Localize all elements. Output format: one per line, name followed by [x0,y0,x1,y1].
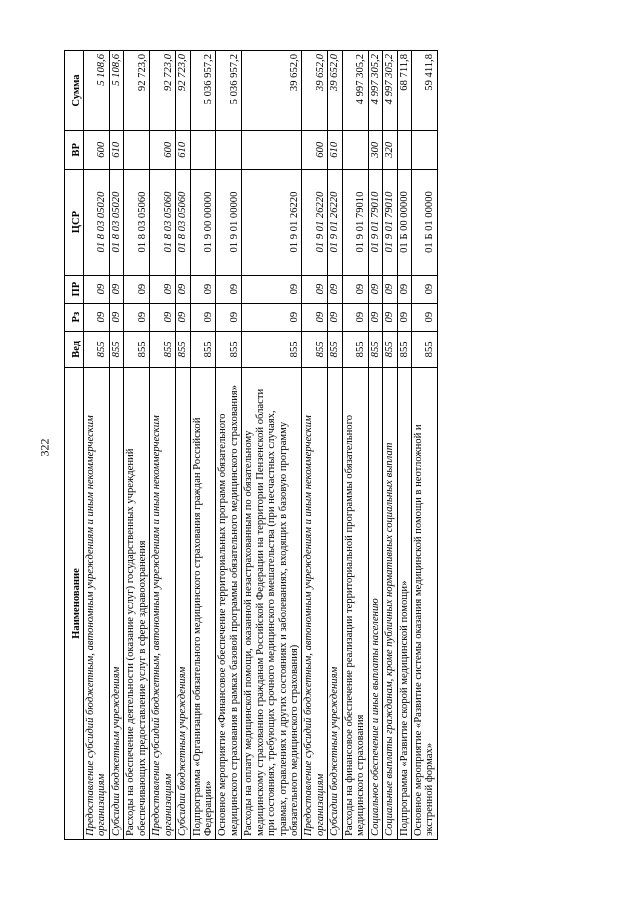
table-row [176,51,190,840]
table-row [368,51,382,840]
cell-name: Расходы на оплату медицинской помощи, оказанной незастрахованным по обязательному медицинскому страхованию гражданам Российской Федерации на территории Пензенской области при состояниях, требующих срочного медицинского вмешательства (при несчастных случаях, травмах, отравлениях и других состояниях и заболеваниях, входящих в базовую программу обязательного медицинского страхования) [242,368,302,840]
cell-sum: 92 723,0 [176,51,190,131]
cell-ved: 855 [190,331,216,367]
table-row [109,51,123,840]
cell-vr [124,131,150,169]
cell-csr: 01 9 01 79010 [383,169,397,275]
budget-table [64,50,438,840]
cell-ved: 855 [397,331,411,367]
cell-vr [411,131,437,169]
cell-csr: 01 8 03 05020 [109,169,123,275]
cell-name: Социальные выплаты гражданам, кроме публичных нормативных социальных выплат [383,368,397,840]
cell-csr: 01 8 03 05060 [150,169,176,275]
cell-ved: 855 [84,331,110,367]
table-row [124,51,150,840]
cell-rz: 09 [302,303,328,331]
cell-csr: 01 9 00 00000 [190,169,216,275]
cell-csr: 01 Б 00 00000 [397,169,411,275]
cell-pr: 09 [397,275,411,303]
cell-vr: 600 [150,131,176,169]
cell-ved: 855 [109,331,123,367]
cell-vr: 600 [84,131,110,169]
cell-rz: 09 [342,303,368,331]
cell-sum: 39 652,0 [242,51,302,131]
cell-vr: 610 [176,131,190,169]
cell-rz: 09 [397,303,411,331]
cell-csr: 01 8 03 05020 [84,169,110,275]
cell-ved: 855 [411,331,437,367]
cell-sum: 4 997 305,2 [383,51,397,131]
cell-csr: 01 9 01 00000 [216,169,242,275]
header-pr: ПР [65,275,84,303]
cell-vr [342,131,368,169]
cell-vr: 600 [302,131,328,169]
cell-csr: 01 9 01 79010 [368,169,382,275]
cell-ved: 855 [216,331,242,367]
cell-sum: 4 997 305,2 [342,51,368,131]
cell-rz: 09 [124,303,150,331]
cell-ved: 855 [328,331,342,367]
cell-name: Социальное обеспечение и иные выплаты населению [368,368,382,840]
header-sum: Сумма [65,51,84,131]
cell-name: Предоставление субсидий бюджетным, автономным учреждениям и иным некоммерческим организациям [150,368,176,840]
cell-vr [242,131,302,169]
cell-ved: 855 [176,331,190,367]
cell-vr: 610 [109,131,123,169]
cell-pr: 09 [328,275,342,303]
cell-rz: 09 [328,303,342,331]
header-vr: ВР [65,131,84,169]
cell-name: Подпрограмма «Развитие скорой медицинской помощи» [397,368,411,840]
cell-ved: 855 [150,331,176,367]
cell-rz: 09 [242,303,302,331]
table-row [302,51,328,840]
table-row [150,51,176,840]
cell-rz: 09 [176,303,190,331]
cell-name: Предоставление субсидий бюджетным, автономным учреждениям и иным некоммерческим организациям [302,368,328,840]
table-row [383,51,397,840]
cell-name: Расходы на финансовое обеспечение реализации территориальной программы обязательного медицинского страхования [342,368,368,840]
cell-vr: 610 [328,131,342,169]
cell-ved: 855 [342,331,368,367]
cell-vr: 300 [368,131,382,169]
cell-pr: 09 [411,275,437,303]
cell-rz: 09 [190,303,216,331]
cell-csr: 01 9 01 26220 [242,169,302,275]
cell-csr: 01 9 01 26220 [328,169,342,275]
cell-rz: 09 [84,303,110,331]
table-row [411,51,437,840]
cell-vr: 320 [383,131,397,169]
cell-name: Основное мероприятие «Финансовое обеспечение территориальных программ обязательного медицинского страхования в рамках базовой программы обязательного медицинского страхования» [216,368,242,840]
cell-rz: 09 [411,303,437,331]
page-number: 322 [37,438,52,457]
cell-pr: 09 [190,275,216,303]
cell-sum: 5 108,6 [109,51,123,131]
cell-ved: 855 [383,331,397,367]
cell-name: Субсидии бюджетным учреждениям [109,368,123,840]
cell-rz: 09 [109,303,123,331]
cell-sum: 92 723,0 [150,51,176,131]
cell-vr [216,131,242,169]
cell-pr: 09 [383,275,397,303]
cell-ved: 855 [124,331,150,367]
cell-csr: 01 8 03 05060 [124,169,150,275]
cell-csr: 01 8 03 05060 [176,169,190,275]
cell-name: Основное мероприятие «Развитие системы оказания медицинской помощи в неотложной и экстренной формах» [411,368,437,840]
table-row [84,51,110,840]
cell-rz: 09 [216,303,242,331]
header-rz: Рз [65,303,84,331]
cell-pr: 09 [242,275,302,303]
table-header-row [65,51,84,840]
table-row [242,51,302,840]
cell-csr: 01 9 01 26220 [302,169,328,275]
cell-pr: 09 [124,275,150,303]
cell-sum: 92 723,0 [124,51,150,131]
cell-pr: 09 [302,275,328,303]
table-row [190,51,216,840]
cell-pr: 09 [176,275,190,303]
cell-sum: 68 711,8 [397,51,411,131]
cell-rz: 09 [383,303,397,331]
cell-pr: 09 [216,275,242,303]
table-row [397,51,411,840]
cell-sum: 59 411,8 [411,51,437,131]
cell-name: Субсидии бюджетным учреждениям [328,368,342,840]
rotated-table-container [64,50,438,840]
header-ved: Вед [65,331,84,367]
cell-ved: 855 [242,331,302,367]
cell-sum: 5 108,6 [84,51,110,131]
cell-pr: 09 [368,275,382,303]
cell-sum: 39 652,0 [302,51,328,131]
cell-vr [190,131,216,169]
cell-csr: 01 Б 01 00000 [411,169,437,275]
cell-pr: 09 [150,275,176,303]
header-csr: ЦСР [65,169,84,275]
table-row [328,51,342,840]
cell-csr: 01 9 01 79010 [342,169,368,275]
cell-sum: 5 036 957,2 [216,51,242,131]
cell-name: Субсидии бюджетным учреждениям [176,368,190,840]
cell-rz: 09 [368,303,382,331]
table-row [216,51,242,840]
cell-name: Подпрограмма «Организация обязательного медицинского страхования граждан Российской Федерации» [190,368,216,840]
cell-pr: 09 [109,275,123,303]
cell-sum: 4 997 305,2 [368,51,382,131]
cell-ved: 855 [302,331,328,367]
cell-sum: 39 652,0 [328,51,342,131]
cell-pr: 09 [84,275,110,303]
cell-rz: 09 [150,303,176,331]
cell-name: Расходы на обеспечение деятельности (оказание услуг) государственных учреждений обеспечивающих предоставление услуг в сфере здравоохранения [124,368,150,840]
table-row [342,51,368,840]
cell-sum: 5 036 957,2 [190,51,216,131]
cell-name: Предоставление субсидий бюджетным, автономным учреждениям и иным некоммерческим организациям [84,368,110,840]
cell-vr [397,131,411,169]
cell-ved: 855 [368,331,382,367]
header-name: Наименование [65,368,84,840]
cell-pr: 09 [342,275,368,303]
